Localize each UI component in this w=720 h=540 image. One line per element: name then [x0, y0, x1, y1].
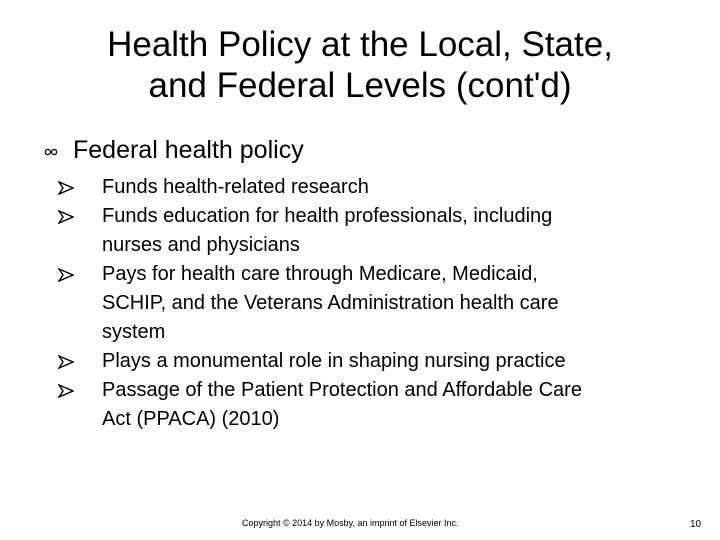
sub-bullet-line: system	[102, 321, 166, 343]
sub-bullet-line: nurses and physicians	[102, 234, 300, 256]
sub-bullet-line: Plays a monumental role in shaping nursing practice	[102, 350, 566, 372]
main-bullet-text: Federal health policy	[73, 136, 304, 164]
slide-footer	[0, 517, 720, 531]
main-bullet	[44, 133, 684, 167]
sub-bullet-list	[58, 173, 698, 434]
sub-bullet-item	[58, 376, 698, 434]
sub-bullet-line: Pays for health care through Medicare, Medicaid,	[102, 263, 538, 285]
infinity-bullet-icon	[44, 147, 58, 157]
sub-bullet-line: Funds education for health professionals, including	[102, 205, 553, 227]
slide-title-line-2: and Federal Levels (cont'd)	[148, 66, 572, 105]
sub-bullet-item	[58, 260, 698, 347]
sub-bullet-item	[58, 347, 698, 376]
copyright-notice: Copyright © 2014 by Mosby, an imprint of Elsevier Inc.	[242, 518, 459, 528]
slide-title-line-1: Health Policy at the Local, State,	[107, 25, 613, 64]
slide-title	[40, 24, 680, 106]
arrowhead-bullet-icon	[58, 355, 74, 369]
arrowhead-bullet-icon	[58, 268, 74, 282]
page-number: 10	[690, 519, 702, 530]
arrowhead-bullet-icon	[58, 181, 74, 195]
sub-bullet-line: Passage of the Patient Protection and Affordable Care	[102, 379, 582, 401]
sub-bullet-item	[58, 202, 698, 260]
sub-bullet-line: Funds health-related research	[102, 176, 369, 198]
sub-bullet-line: SCHIP, and the Veterans Administration health care	[102, 292, 559, 314]
arrowhead-bullet-icon	[58, 210, 74, 224]
sub-bullet-item	[58, 173, 698, 202]
sub-bullet-line: Act (PPACA) (2010)	[102, 408, 280, 430]
arrowhead-bullet-icon	[58, 384, 74, 398]
